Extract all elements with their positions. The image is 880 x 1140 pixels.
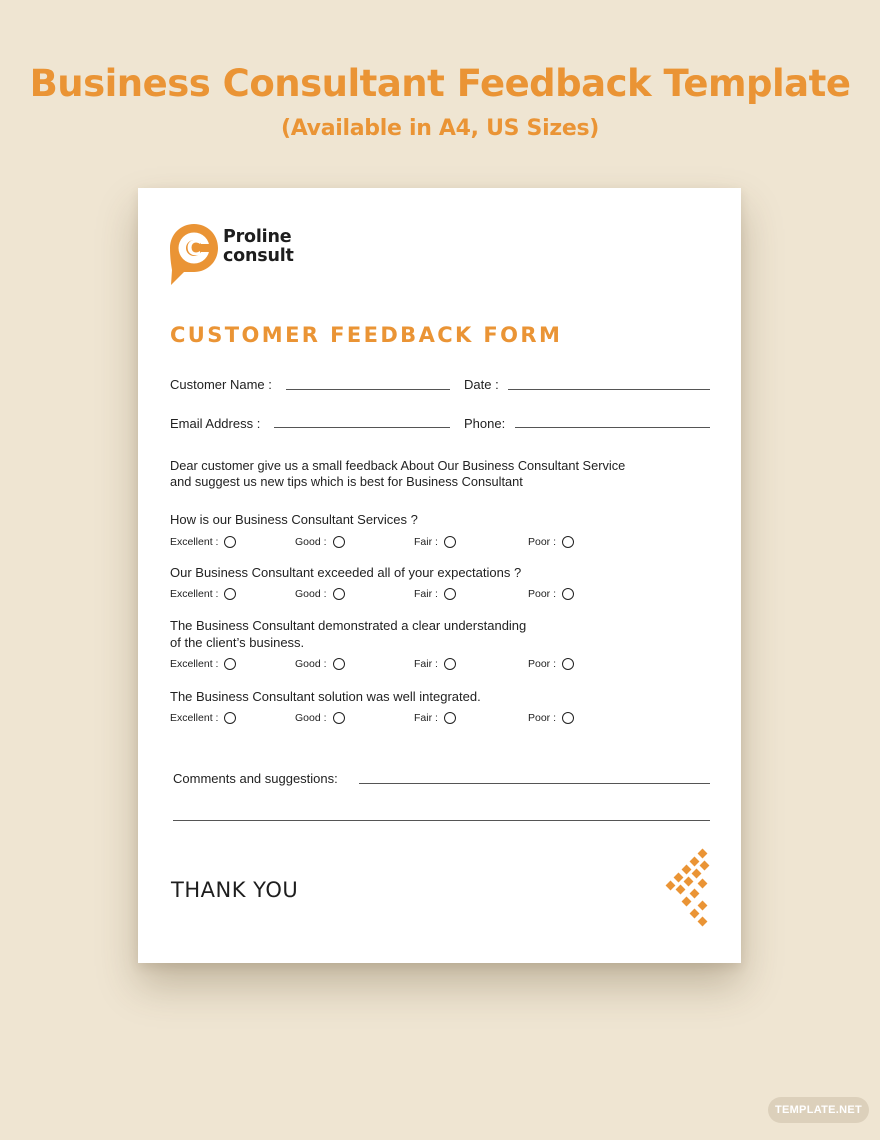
intro-text [170,458,625,490]
brand-name-line2: consult [223,246,294,266]
q3-option-excellent[interactable] [170,658,236,670]
question-text: of the client’s business. [170,635,305,650]
diamond-pattern-decoration [663,848,713,928]
radio-button[interactable] [224,658,236,670]
radio-button[interactable] [333,536,345,548]
radio-button[interactable] [444,588,456,600]
comments-field[interactable] [359,783,710,784]
option-label: Poor : [528,712,557,724]
radio-button[interactable] [562,712,574,724]
question-1 [170,511,418,528]
q3-option-good[interactable] [295,658,345,670]
option-label: Poor : [528,588,557,600]
question-text: The Business Consultant demonstrated a clear understanding [170,618,527,633]
radio-button[interactable] [224,712,236,724]
q1-option-excellent[interactable] [170,536,236,548]
radio-button[interactable] [444,658,456,670]
radio-button[interactable] [562,588,574,600]
q1-option-fair[interactable] [414,536,456,548]
brand-name-line1: Proline [223,227,292,247]
radio-button[interactable] [562,536,574,548]
q1-option-poor[interactable] [528,536,574,548]
option-label: Fair : [414,536,438,548]
option-label: Fair : [414,658,438,670]
q1-option-good[interactable] [295,536,345,548]
email-field[interactable] [274,427,450,428]
q4-option-poor[interactable] [528,712,574,724]
speech-bubble-c-icon [170,224,218,286]
option-label: Poor : [528,536,557,548]
option-label: Good : [295,658,327,670]
page-subtitle: (Available in A4, US Sizes) [280,116,600,141]
option-label: Excellent : [170,536,219,548]
q3-option-fair[interactable] [414,658,456,670]
question-3 [170,617,526,651]
q2-option-fair[interactable] [414,588,456,600]
radio-button[interactable] [224,536,236,548]
date-label: Date : [464,377,499,392]
page-title: Business Consultant Feedback Template [29,62,851,105]
feedback-form-sheet [138,188,741,963]
brand-name [223,228,294,266]
email-label: Email Address : [170,416,261,431]
radio-button[interactable] [444,536,456,548]
q4-option-excellent[interactable] [170,712,236,724]
radio-button[interactable] [333,588,345,600]
option-label: Good : [295,588,327,600]
option-label: Excellent : [170,712,219,724]
question-text: The Business Consultant solution was well integrated. [170,689,481,704]
radio-button[interactable] [333,712,345,724]
phone-field[interactable] [515,427,710,428]
option-label: Good : [295,712,327,724]
comments-label: Comments and suggestions: [173,771,338,786]
radio-button[interactable] [333,658,345,670]
radio-button[interactable] [224,588,236,600]
customer-name-label: Customer Name : [170,377,272,392]
option-label: Excellent : [170,588,219,600]
date-field[interactable] [508,389,710,390]
thank-you-text: THANK YOU [171,878,299,902]
q2-option-poor[interactable] [528,588,574,600]
brand-logo [170,224,350,286]
phone-label: Phone: [464,416,506,431]
form-title: CUSTOMER FEEDBACK FORM [170,323,563,347]
q4-option-fair[interactable] [414,712,456,724]
option-label: Excellent : [170,658,219,670]
comments-field-line-2[interactable] [173,820,710,821]
watermark-badge: TEMPLATE.NET [768,1097,869,1123]
intro-line: and suggest us new tips which is best for Business Consultant [170,474,523,489]
option-label: Fair : [414,588,438,600]
option-label: Good : [295,536,327,548]
question-4 [170,688,481,705]
q4-option-good[interactable] [295,712,345,724]
radio-button[interactable] [562,658,574,670]
question-2 [170,564,521,581]
radio-button[interactable] [444,712,456,724]
question-text: Our Business Consultant exceeded all of your expectations ? [170,565,522,580]
option-label: Fair : [414,712,438,724]
svg-text:C: C [186,236,202,260]
question-text: How is our Business Consultant Services ? [170,512,418,527]
intro-line: Dear customer give us a small feedback About Our Business Consultant Service [170,458,626,473]
q3-option-poor[interactable] [528,658,574,670]
option-label: Poor : [528,658,557,670]
customer-name-field[interactable] [286,389,450,390]
q2-option-excellent[interactable] [170,588,236,600]
q2-option-good[interactable] [295,588,345,600]
